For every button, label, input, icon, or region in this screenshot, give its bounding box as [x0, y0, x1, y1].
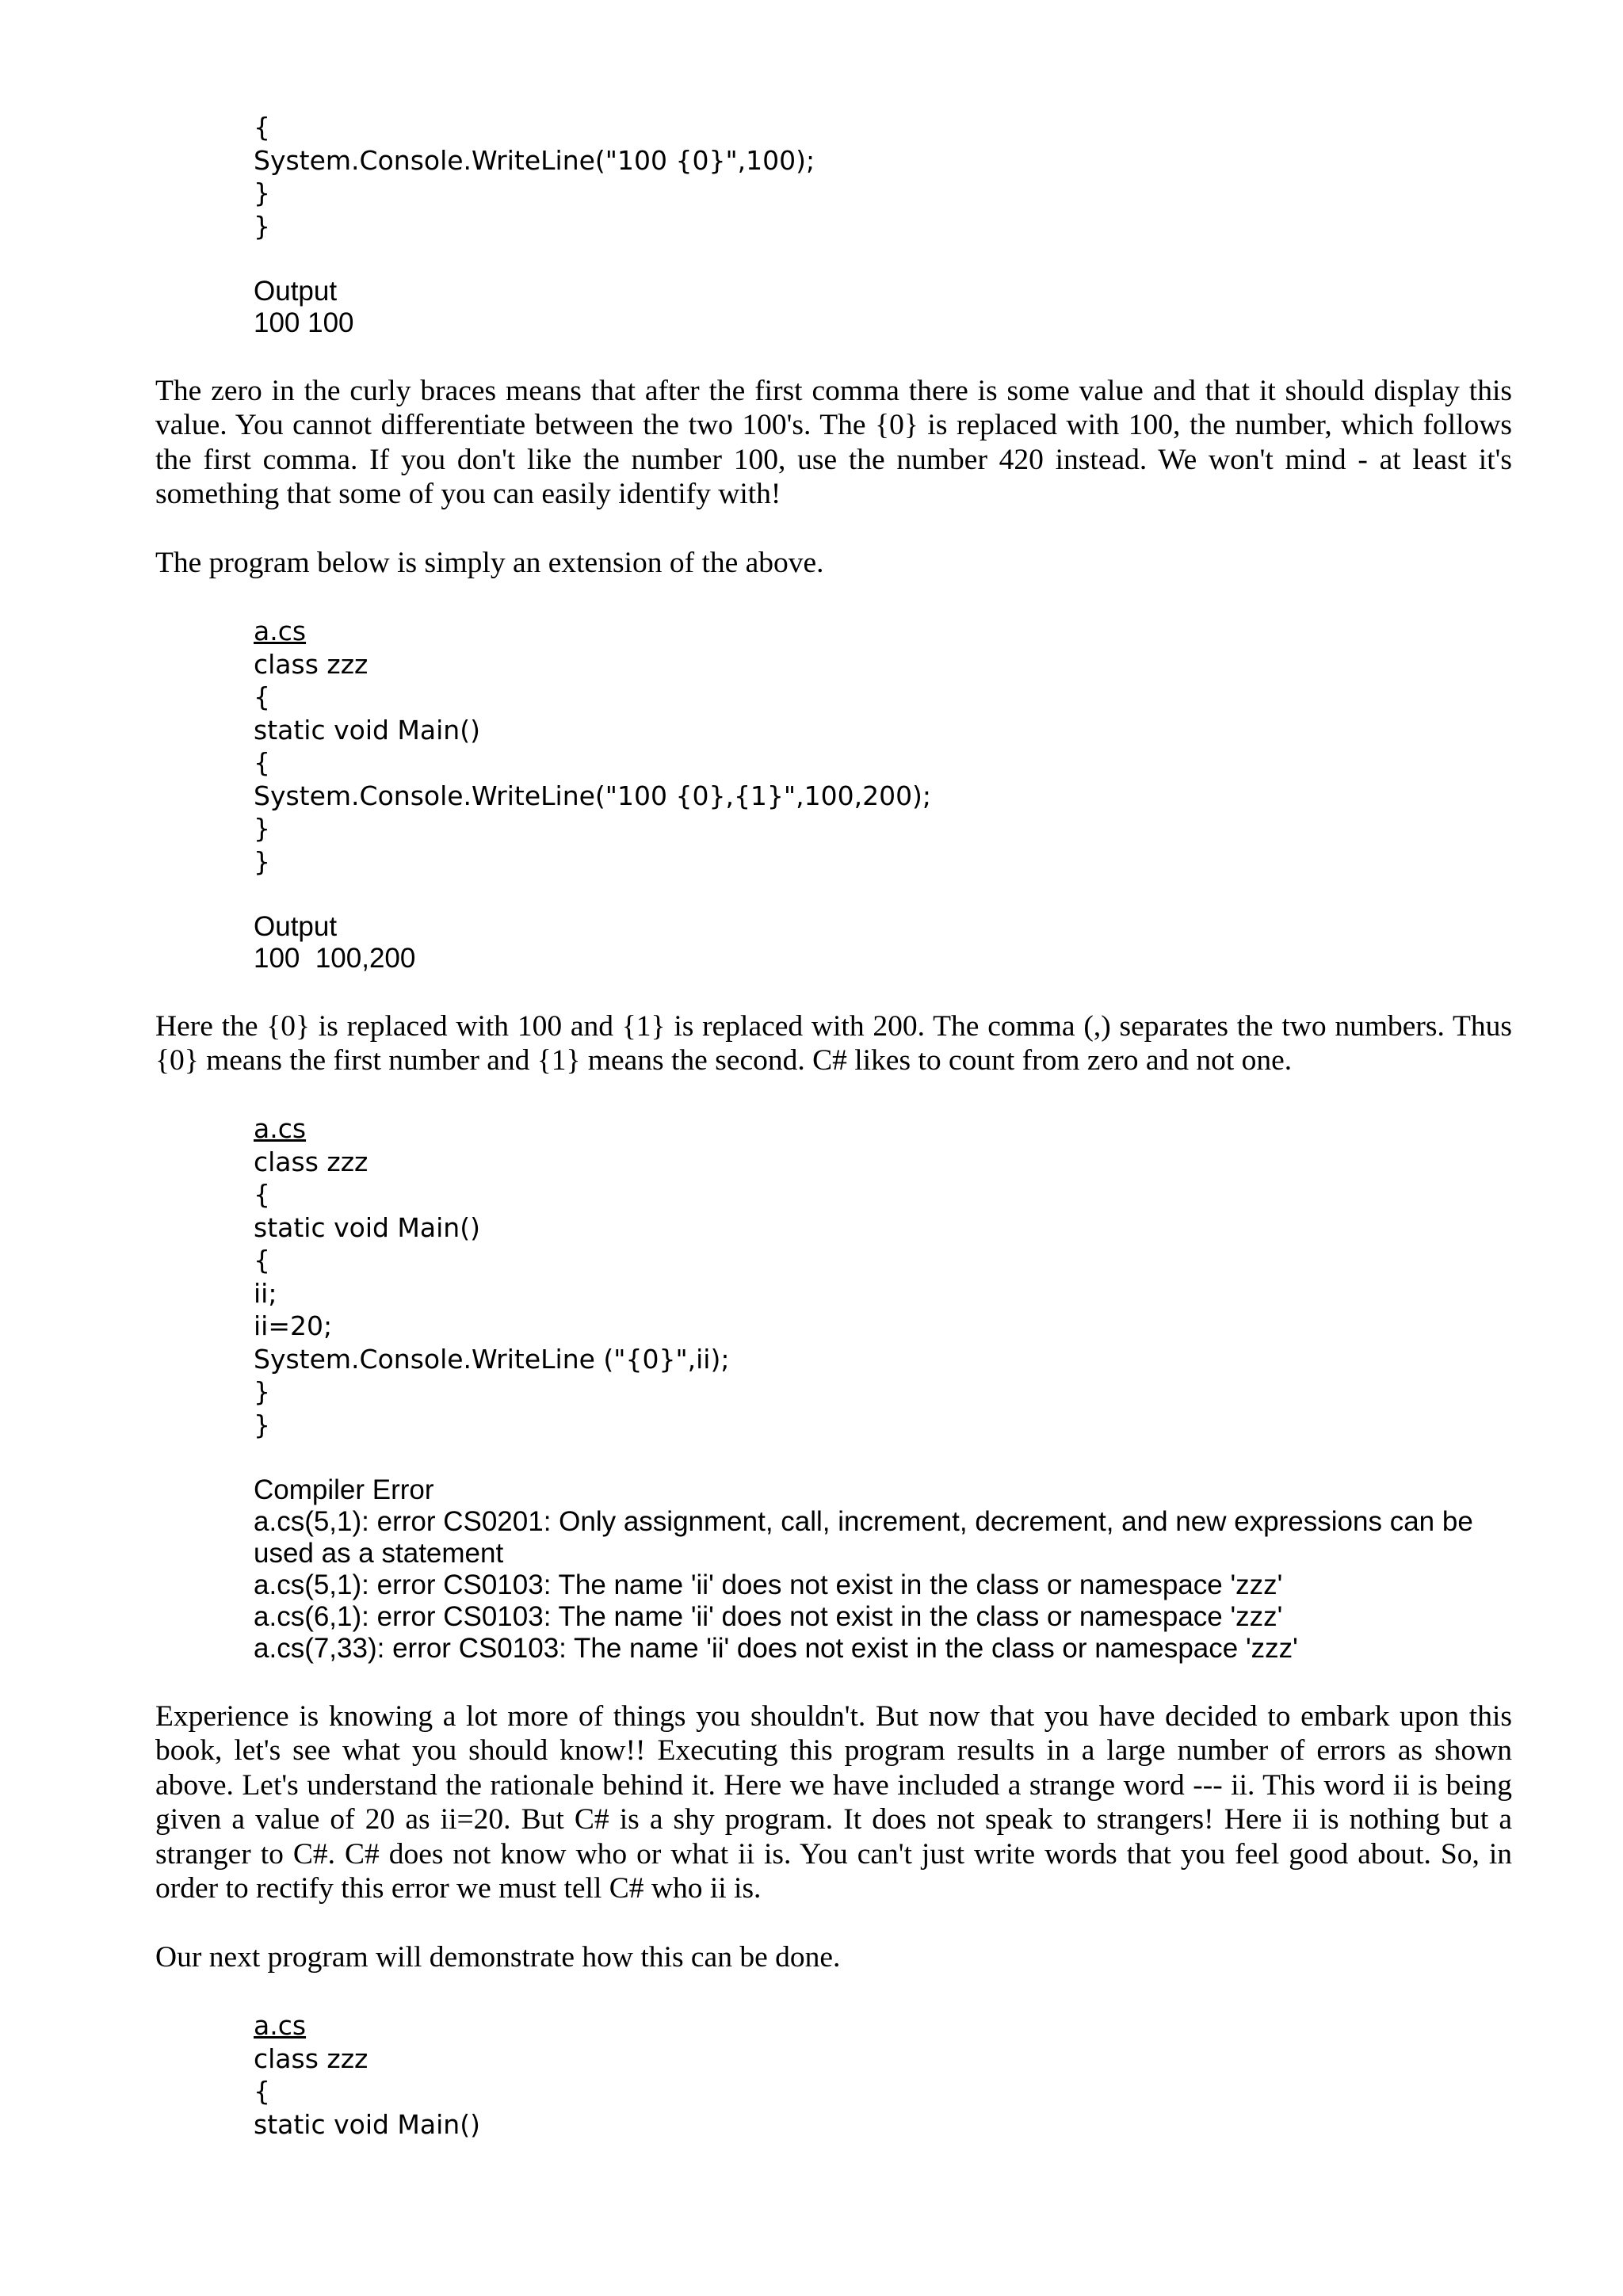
- code-line: class zzz: [254, 1146, 369, 1177]
- code-listing-4: [254, 2009, 1512, 2141]
- output-line: 100 100: [254, 307, 354, 338]
- code-line: class zzz: [254, 648, 369, 680]
- paragraph-3: Here the {0} is replaced with 100 and {1} is replaced with 200. The comma (,) separates the two numbers. Thus {0} means the first number and {1} means the second. C# likes to count from zero and not one.: [155, 1009, 1512, 1077]
- file-name: a.cs: [254, 616, 307, 646]
- code-line: }: [254, 813, 270, 844]
- error-line: a.cs(7,33): error CS0103: The name 'ii' does not exist in the class or namespace 'zzz': [254, 1632, 1298, 1664]
- output-line: 100 100,200: [254, 942, 416, 974]
- code-line: System.Console.WriteLine("100 {0}",100);: [254, 144, 815, 176]
- code-line: {: [254, 681, 270, 712]
- code-line: ii;: [254, 1277, 277, 1309]
- output-label: Output: [254, 910, 338, 942]
- document-page: [155, 111, 1512, 2141]
- code-line: class zzz: [254, 2042, 369, 2074]
- output-label: Compiler Error: [254, 1474, 434, 1505]
- code-line: {: [254, 112, 270, 143]
- output-label: Output: [254, 275, 338, 307]
- error-line: a.cs(5,1): error CS0103: The name 'ii' does not exist in the class or namespace 'zzz': [254, 1569, 1283, 1600]
- code-line: static void Main(): [254, 2108, 480, 2140]
- code-line: System.Console.WriteLine("100 {0},{1}",100,200);: [254, 780, 932, 811]
- code-line: }: [254, 1376, 270, 1407]
- code-line: {: [254, 747, 270, 778]
- compiler-error-block: [254, 1474, 1512, 1665]
- paragraph-5: Our next program will demonstrate how this can be done.: [155, 1941, 841, 1974]
- error-line: a.cs(6,1): error CS0103: The name 'ii' does not exist in the class or namespace 'zzz': [254, 1600, 1283, 1632]
- code-line: }: [254, 1409, 270, 1440]
- file-name: a.cs: [254, 1113, 307, 1144]
- code-listing-1: [254, 111, 1512, 276]
- output-block-2: [254, 911, 1512, 974]
- code-line: ii=20;: [254, 1310, 333, 1341]
- code-line: {: [254, 1245, 270, 1276]
- paragraph-4: Experience is knowing a lot more of things you shouldn't. But now that you have decided to embark upon this book, let's see what you should know!! Executing this program results in a large number of errors as shown above. Let's understand the rationale behind it. Here we have included a strange word --- ii. This word ii is being given a value of 20 as ii=20. But C# is a shy program. It does not speak to strangers! Here ii is nothing but a stranger to C#. C# does not know who or what ii is. You can't just write words that you feel good about. So, in order to rectify this error we must tell C# who ii is.: [155, 1699, 1512, 1905]
- code-line: System.Console.WriteLine ("{0}",ii);: [254, 1343, 730, 1375]
- code-listing-3: [254, 1112, 1512, 1474]
- code-line: }: [254, 177, 270, 208]
- error-line: a.cs(5,1): error CS0201: Only assignment, call, increment, decrement, and new expressions can be used as a statement: [254, 1505, 1481, 1569]
- output-block-1: [254, 276, 1512, 339]
- code-line: {: [254, 2076, 270, 2107]
- code-line: static void Main(): [254, 1211, 480, 1243]
- code-line: static void Main(): [254, 714, 480, 746]
- code-line: {: [254, 1179, 270, 1210]
- code-listing-2: [254, 615, 1512, 911]
- code-line: }: [254, 845, 270, 877]
- file-name: a.cs: [254, 2010, 307, 2041]
- paragraph-1: The zero in the curly braces means that after the first comma there is some value and that it should display this value. You cannot differentiate between the two 100's. The {0} is replaced with 100, the number, which follows the first comma. If you don't like the number 100, use the number 420 instead. We won't mind - at least it's something that some of you can easily identify with!: [155, 374, 1512, 510]
- code-line: }: [254, 210, 270, 242]
- paragraph-2: The program below is simply an extension of the above.: [155, 547, 824, 579]
